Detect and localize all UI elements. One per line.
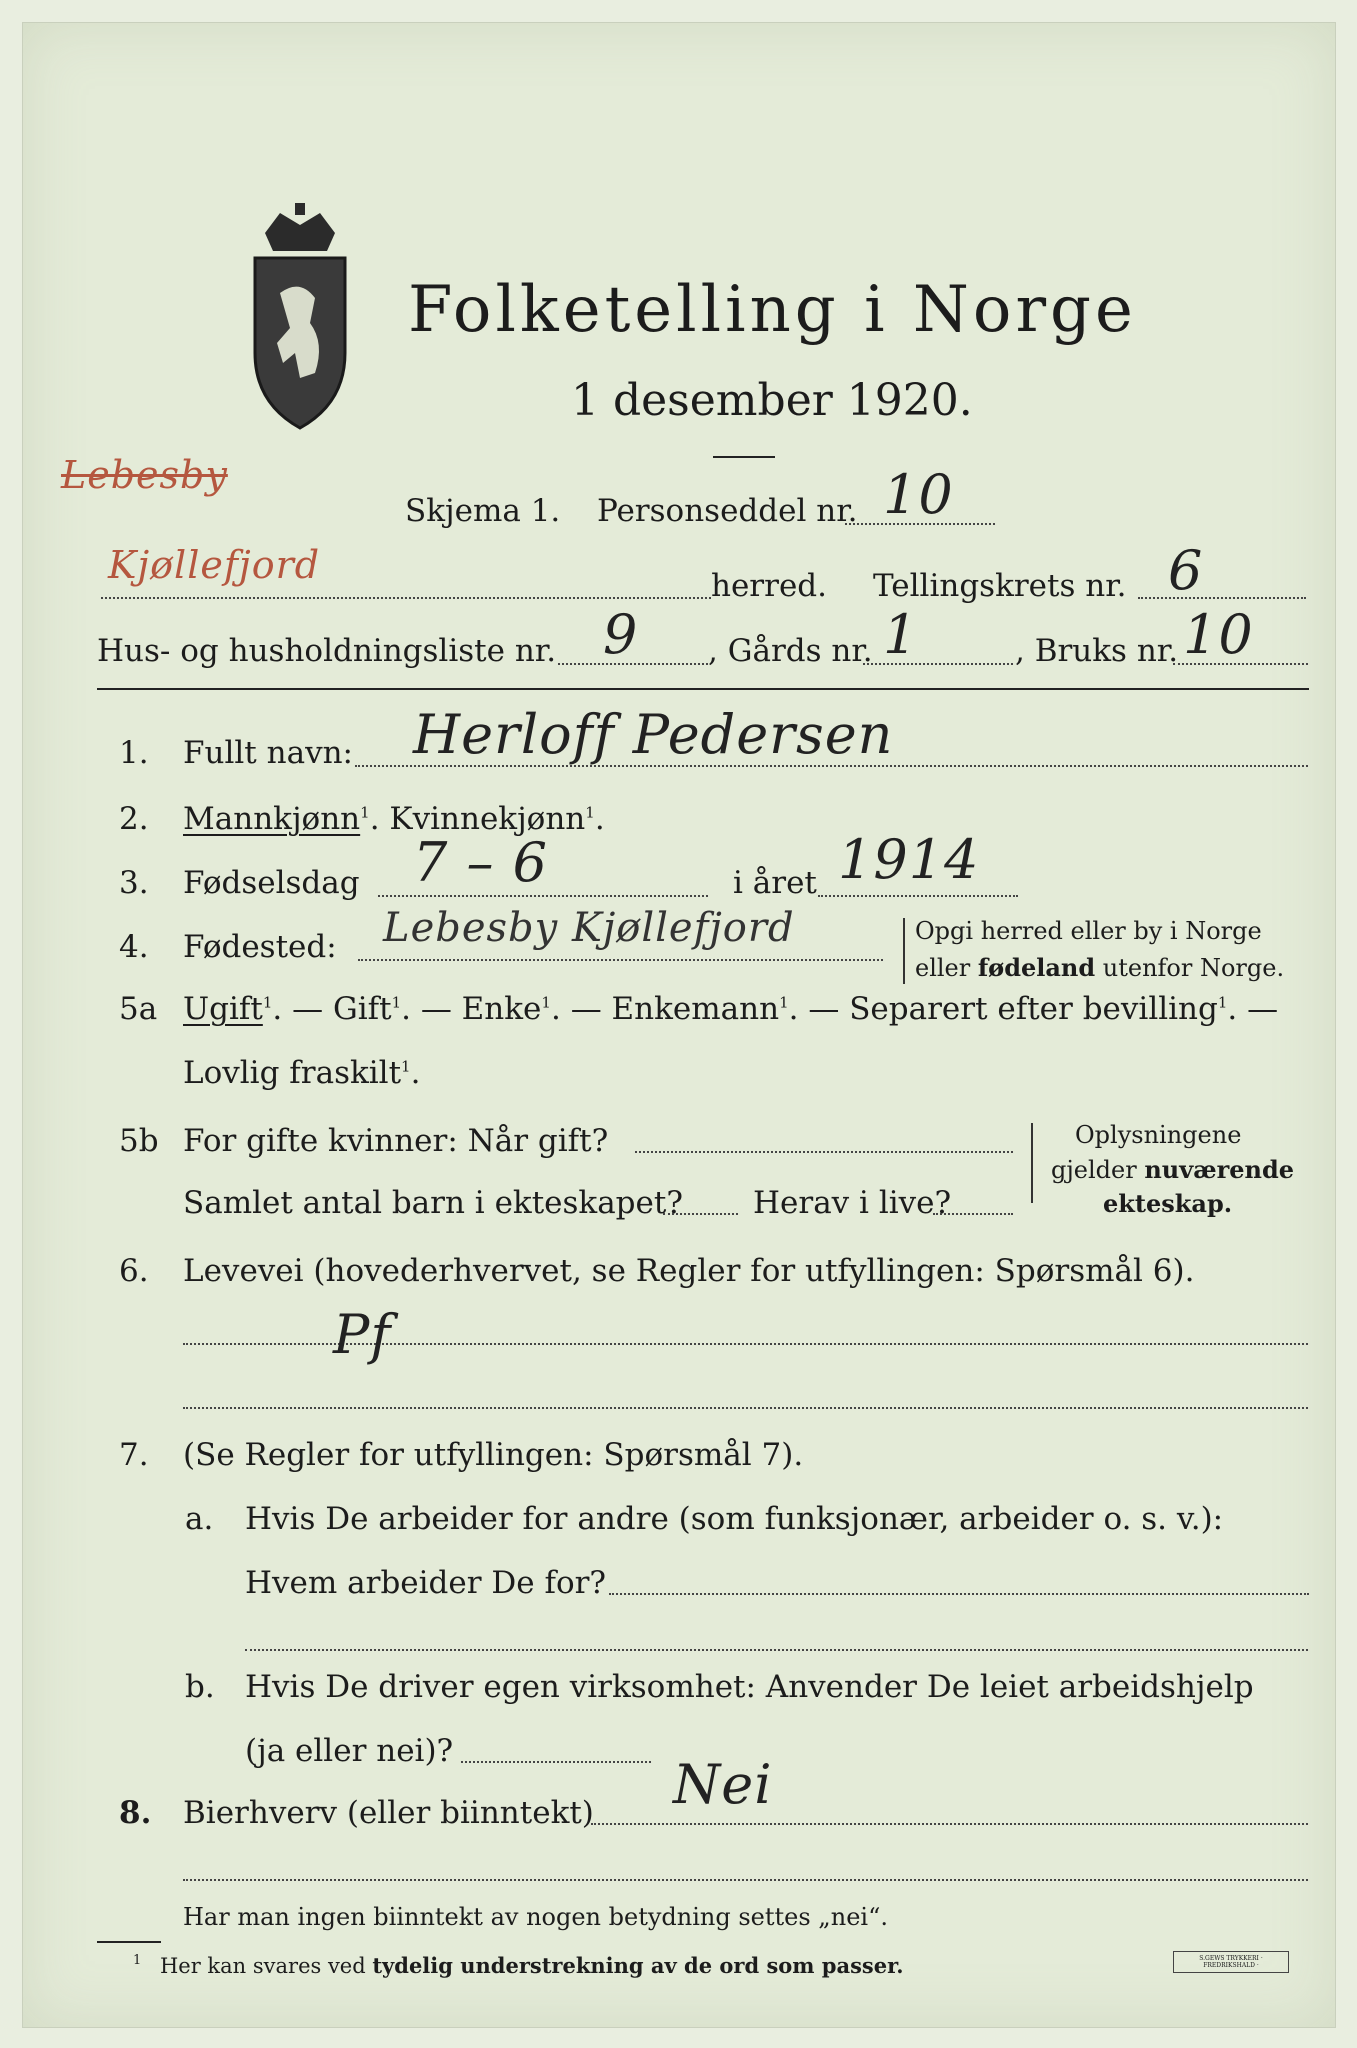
q5b-note-2b: nuværende	[1144, 1155, 1295, 1184]
q3-line	[378, 895, 708, 897]
enkemann-option[interactable]: — Enkemann	[570, 991, 780, 1027]
gards-value[interactable]: 1	[883, 603, 919, 666]
ugift-option[interactable]: Ugift	[183, 991, 263, 1027]
bruks-value[interactable]: 10	[1183, 603, 1254, 666]
q6-label: Levevei (hovederhvervet, se Regler for utfyllingen: Spørsmål 6).	[183, 1253, 1195, 1289]
q5a-dot-2: .	[401, 991, 411, 1027]
q5b-note-2a: gjelder	[1051, 1156, 1145, 1184]
q3-label: Fødselsdag	[183, 865, 360, 901]
q5b-note-2	[1051, 1155, 1294, 1184]
q4-brace	[903, 918, 905, 984]
footnote-sup: 1	[133, 1953, 142, 1968]
q6-number: 6.	[119, 1253, 149, 1289]
q5a-mark-6: 1	[401, 1057, 411, 1076]
q8-line	[591, 1823, 1308, 1825]
q7a-number: a.	[185, 1501, 214, 1537]
mannkjonn-option[interactable]: Mannkjønn	[183, 801, 361, 837]
q5a-number: 5a	[119, 991, 158, 1027]
q5b-label-1: For gifte kvinner: Når gift?	[183, 1123, 609, 1159]
q2-dot: .	[369, 801, 380, 837]
q4-note-2	[915, 953, 1284, 982]
q7-number: 7.	[119, 1437, 149, 1473]
q3-value[interactable]: 7 – 6	[413, 831, 549, 894]
q5a-options[interactable]	[183, 991, 1278, 1027]
census-form	[22, 22, 1336, 2028]
q5b-label-3: Herav i live?	[753, 1185, 952, 1221]
footer-note: Har man ingen biinntekt av nogen betydning settes „nei“.	[183, 1903, 888, 1931]
form-date: 1 desember 1920.	[571, 375, 973, 426]
tellingskrets-label: Tellingskrets nr.	[873, 568, 1127, 604]
q5b-brace	[1031, 1123, 1033, 1203]
q8-label: Bierhverv (eller biinntekt)	[183, 1795, 594, 1831]
enke-option[interactable]: — Enke	[420, 991, 542, 1027]
q8-line-2[interactable]	[183, 1879, 1308, 1881]
q4-note-2a: eller	[915, 954, 978, 982]
q4-line	[358, 959, 883, 961]
q7a-line-2[interactable]	[245, 1649, 1308, 1651]
q5b-label-2: Samlet antal barn i ekteskapet?	[183, 1185, 683, 1221]
q5a-mark-2: 1	[391, 993, 402, 1012]
q5b-note-1: Oplysningene	[1075, 1121, 1242, 1149]
separert-option[interactable]: — Separert efter bevilling	[808, 991, 1218, 1027]
q5a-mark-1: 1	[262, 993, 273, 1012]
personseddel-value[interactable]: 10	[883, 463, 954, 526]
q4-note-1: Opgi herred eller by i Norge	[915, 917, 1262, 945]
q5a-dot-6: .	[410, 1055, 421, 1091]
q3-year-label: i året	[733, 865, 817, 901]
q1-number: 1.	[119, 735, 149, 771]
footnote-rule	[97, 1941, 161, 1943]
personseddel-label: Personseddel nr.	[597, 493, 858, 529]
q5b-note-3: ekteskap.	[1103, 1189, 1233, 1218]
q5a-mark-3: 1	[541, 993, 551, 1012]
q5b-line-3	[933, 1213, 1013, 1215]
herred-value[interactable]: Kjøllefjord	[108, 543, 321, 587]
q2-number: 2.	[119, 801, 149, 837]
form-title: Folketelling i Norge	[408, 273, 1137, 347]
tellingskrets-line	[1138, 597, 1306, 599]
q3-number: 3.	[119, 865, 149, 901]
hus-value[interactable]: 9	[603, 603, 639, 666]
herred-crossed-value: Lebesby	[61, 453, 228, 497]
herred-label: herred.	[711, 568, 827, 604]
q2-dot-2: .	[594, 801, 605, 837]
q7b-text: Hvis De driver egen virksomhet: Anvender De leiet arbeidshjelp	[245, 1669, 1254, 1705]
q7a-text: Hvis De arbeider for andre (som funksjonær, arbeider o. s. v.):	[245, 1501, 1224, 1537]
title-divider	[713, 456, 775, 458]
q4-value[interactable]: Lebesby Kjøllefjord	[383, 905, 795, 951]
q4-number: 4.	[119, 929, 149, 965]
q5a-tail: . —	[1227, 991, 1279, 1027]
skjema-label: Skjema 1.	[405, 493, 561, 529]
q7a-line-1[interactable]	[609, 1593, 1309, 1595]
printer-stamp: S.GEWS TRYKKERI · FREDRIKSHALD ·	[1173, 1951, 1289, 1973]
q4-note-2b: fødeland	[977, 953, 1096, 982]
q3-year-value[interactable]: 1914	[838, 828, 980, 891]
q4-note-2c: utenfor Norge.	[1095, 954, 1285, 982]
header-separator	[97, 688, 1309, 690]
q2-footnote-mark-2: 1	[585, 803, 595, 822]
q4-label: Fødested:	[183, 929, 337, 965]
q7-label: (Se Regler for utfyllingen: Spørsmål 7).	[183, 1437, 804, 1473]
q5b-line-2	[663, 1213, 738, 1215]
q5a-dot-3: .	[550, 991, 561, 1027]
q5a-dot-4: .	[788, 991, 799, 1027]
q8-value[interactable]: Nei	[673, 1753, 773, 1816]
norway-coat-of-arms-icon	[245, 203, 355, 433]
q6-value[interactable]: Pf	[333, 1303, 392, 1366]
q3-year-line	[818, 895, 1018, 897]
q7b-text-2: (ja eller nei)?	[245, 1733, 454, 1769]
footnote	[133, 1953, 904, 1978]
kvinnekjonn-option[interactable]: Kvinnekjønn	[389, 801, 586, 837]
q7a-text-2: Hvem arbeider De for?	[245, 1565, 607, 1601]
q7b-line[interactable]	[461, 1761, 651, 1763]
q8-number: 8.	[119, 1795, 152, 1831]
hus-label: Hus- og husholdningsliste nr.	[97, 633, 557, 669]
footnote-text-a: Her kan svares ved	[159, 1954, 373, 1978]
tellingskrets-value[interactable]: 6	[1168, 539, 1204, 602]
q1-value[interactable]: Herloff Pedersen	[413, 703, 894, 766]
q1-label: Fullt navn:	[183, 735, 353, 771]
q5a-mark-5: 1	[1217, 993, 1228, 1012]
q5b-line-1	[635, 1151, 1013, 1153]
q5a-dot-1: .	[272, 991, 283, 1027]
bruks-label: , Bruks nr.	[1015, 633, 1179, 669]
lovlig-fraskilt-option[interactable]: Lovlig fraskilt	[183, 1055, 402, 1091]
q6-line-2	[183, 1407, 1308, 1409]
q5b-number: 5b	[119, 1123, 159, 1159]
q5a-line-2[interactable]	[183, 1055, 420, 1091]
q2-footnote-mark: 1	[360, 803, 370, 822]
footnote-text-b: tydelig understrekning av de ord som passer.	[372, 1953, 904, 1978]
herred-line	[101, 597, 711, 599]
q5a-mark-4: 1	[779, 993, 789, 1012]
q7b-number: b.	[185, 1669, 215, 1705]
gards-label: , Gårds nr.	[708, 633, 873, 669]
gift-option[interactable]: — Gift	[292, 991, 392, 1027]
